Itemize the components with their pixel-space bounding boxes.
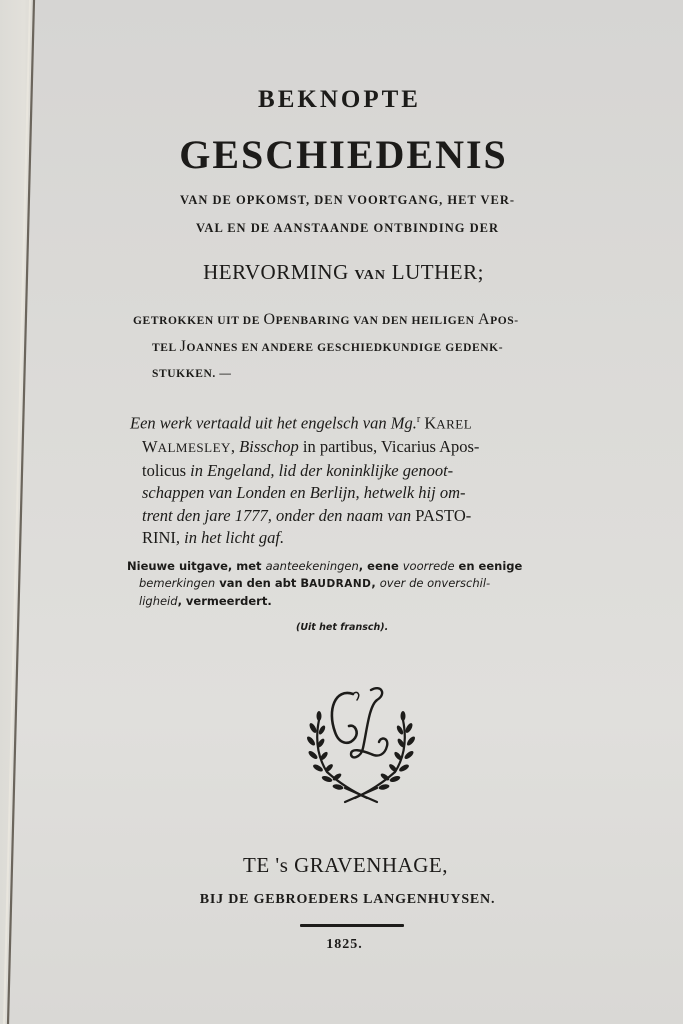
translation-text: ,: [230, 437, 240, 456]
edition-note: [127, 558, 602, 610]
edition-text: en eenige: [454, 559, 523, 573]
translation-text: PASTO-: [415, 505, 472, 525]
divider-rule: [300, 924, 404, 927]
edition-text: , vermeerdert.: [177, 594, 272, 608]
title-line-2: GESCHIEDENIS: [179, 132, 508, 177]
edition-text: ,: [371, 576, 380, 590]
source-text: GETROKKEN UIT DE: [133, 315, 264, 327]
imprint-place: TE 's GRAVENHAGE,: [243, 853, 448, 877]
edition-text: Nieuwe uitgave, met: [127, 559, 266, 573]
edition-text: voorrede: [402, 559, 455, 573]
translation-text: in partibus, Vicarius Apos-: [298, 437, 480, 456]
translation-line-4: [130, 482, 600, 505]
translation-line-5: [130, 505, 600, 528]
edition-line-2: [127, 575, 602, 593]
translation-line-6: [130, 527, 600, 550]
translation-text: ALMESLEY: [157, 440, 231, 455]
subject-luther: LUTHER;: [391, 260, 484, 284]
edition-text: aanteekeningen: [265, 559, 359, 573]
source-line-3: STUKKEN. —: [152, 368, 232, 380]
translation-text: Bisschop: [239, 437, 299, 456]
source-text: TEL: [152, 342, 180, 354]
source-initial: J: [179, 338, 187, 355]
laurel-wreath-icon: [305, 680, 417, 805]
subject-hervorming: HERVORMING: [203, 260, 349, 284]
subject-line: [2, 260, 683, 285]
subtitle-line-2: VAL EN DE AANSTAANDE ONTBINDING DER: [196, 221, 499, 235]
translation-text: tolicus: [142, 460, 191, 480]
edition-text: ligheid: [139, 594, 178, 608]
source-initial: A: [477, 311, 491, 328]
edition-text: van den abt: [215, 576, 301, 590]
translation-text: trent den jare 1777, onder den naam van: [142, 505, 416, 525]
translation-line-2: [130, 436, 600, 460]
translation-text: , in het licht gaf.: [175, 528, 285, 547]
title-line-1: BEKNOPTE: [258, 86, 421, 113]
source-initial: O: [263, 311, 276, 328]
translation-line-3: [130, 460, 600, 483]
translation-text: Een werk vertaald uit het engelsch van Mg.: [130, 413, 417, 433]
edition-line-1: [127, 558, 602, 575]
edition-line-3: [127, 593, 602, 610]
imprint-publisher: BIJ DE GEBROEDERS LANGENHUYSEN.: [199, 892, 496, 907]
subtitle-line-1: VAN DE OPKOMST, DEN VOORTGANG, HET VER-: [179, 193, 516, 207]
source-text: POS-: [490, 315, 519, 327]
edition-text: bemerkingen: [139, 576, 216, 590]
translation-sup: r: [416, 414, 421, 425]
translation-line-1: [130, 409, 600, 436]
translation-text: schappen van Londen en Berlijn, hetwelk hij om-: [142, 483, 466, 502]
edition-text: , eene: [358, 559, 403, 573]
edition-text: over de onverschil-: [379, 576, 491, 590]
imprint-year: 1825.: [326, 937, 363, 952]
source-line-2: [152, 338, 503, 356]
source-line-1: [133, 311, 519, 329]
translation-text: K: [420, 413, 437, 433]
translation-text: W: [142, 437, 158, 456]
translation-text: RINI: [142, 528, 176, 547]
translation-text: in Engeland, lid der koninklijke genoot-: [190, 460, 454, 480]
subject-van: VAN: [354, 268, 387, 283]
translated-from: (Uit het fransch).: [296, 622, 389, 633]
edition-text: B: [300, 576, 310, 590]
translation-text: AREL: [436, 416, 473, 432]
edition-text: AUDRAND: [309, 578, 372, 590]
translation-note: [130, 409, 600, 550]
source-text: PENBARING VAN DEN HEILIGEN: [275, 315, 478, 327]
source-text: OANNES EN ANDERE GESCHIEDKUNDIGE GEDENK-: [186, 342, 504, 354]
